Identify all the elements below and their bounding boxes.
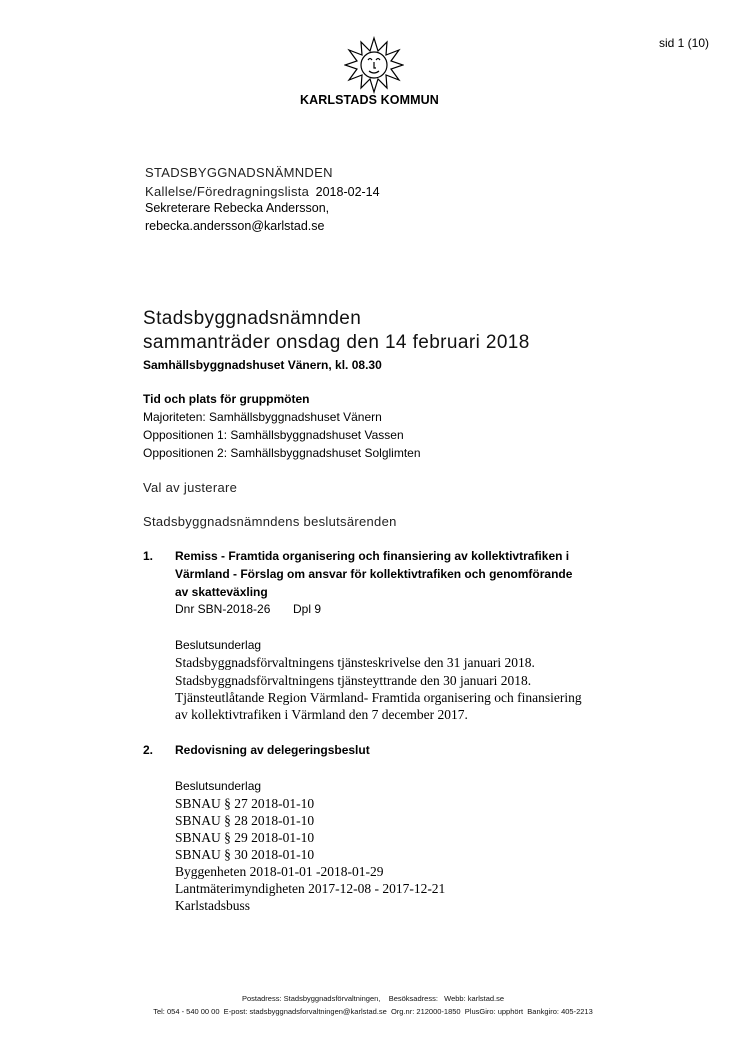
beslutsarenden-heading: Stadsbyggnadsnämndens beslutsärenden — [143, 514, 397, 529]
doc-date: 2018-02-14 — [315, 185, 380, 199]
underlag-item: Stadsbyggnadsförvaltningens tjänsteskrivelse den 31 januari 2018. — [175, 655, 535, 670]
underlag-label: Beslutsunderlag — [175, 779, 262, 793]
underlag-item: SBNAU § 27 2018-01-10 — [175, 796, 315, 811]
underlag-label: Beslutsunderlag — [175, 638, 262, 652]
logo-text: KARLSTADS KOMMUN — [300, 93, 439, 107]
doc-type: Kallelse/Föredragningslista — [145, 184, 310, 199]
underlag-item: SBNAU § 30 2018-01-10 — [175, 847, 315, 862]
underlag-item: Karlstadsbuss — [175, 898, 250, 913]
agenda-item-title: Remiss - Framtida organisering och finansiering av kollektivtrafiken i — [175, 549, 570, 563]
underlag-item: Stadsbyggnadsförvaltningens tjänsteyttrande den 30 januari 2018. — [175, 673, 532, 688]
underlag-item: Byggenheten 2018-01-01 -2018-01-29 — [175, 864, 384, 879]
agenda-item-title: Redovisning av delegeringsbeslut — [175, 743, 370, 757]
agenda-item-dnr: Dnr SBN-2018-26 — [175, 602, 271, 616]
agenda-item-number: 2. — [143, 743, 154, 757]
secretary-email[interactable]: rebecka.andersson@karlstad.se — [145, 219, 325, 233]
val-av-justerare: Val av justerare — [143, 480, 238, 495]
footer-address: Postadress: Stadsbyggnadsförvaltningen, Besöksadress: Webb: karlstad.se — [241, 994, 505, 1003]
group-meeting-item: Majoriteten: Samhällsbyggnadshuset Vänern — [143, 410, 382, 424]
doc-type-line — [145, 183, 380, 201]
underlag-item: av kollektivtrafiken i Värmland den 7 december 2017. — [175, 707, 468, 722]
group-meeting-item: Oppositionen 2: Samhällsbyggnadshuset Solglimten — [143, 446, 421, 460]
meeting-title-line2: sammanträder onsdag den 14 februari 2018 — [143, 332, 530, 353]
secretary: Sekreterare Rebecka Andersson, — [145, 201, 330, 215]
agenda-item-title: Värmland - Förslag om ansvar för kollektivtrafiken och genomförande — [175, 567, 573, 581]
group-meeting-item: Oppositionen 1: Samhällsbyggnadshuset Vassen — [143, 428, 404, 442]
agenda-item-title: av skatteväxling — [175, 585, 268, 599]
meeting-location: Samhällsbyggnadshuset Vänern, kl. 08.30 — [143, 358, 382, 372]
agenda-item-dpl: Dpl 9 — [293, 602, 322, 616]
underlag-item: SBNAU § 29 2018-01-10 — [175, 830, 315, 845]
sun-face-icon — [344, 36, 404, 94]
underlag-item: Tjänsteutlåtande Region Värmland- Framtida organisering och finansiering — [175, 690, 582, 705]
underlag-item: SBNAU § 28 2018-01-10 — [175, 813, 315, 828]
footer-contact: Tel: 054 - 540 00 00 E-post: stadsbyggnadsforvaltningen@karlstad.se Org.nr: 212000-1850 PlusGiro: upphört Bankgiro: 405-2213 — [153, 1007, 593, 1016]
meeting-title-line1: Stadsbyggnadsnämnden — [143, 308, 362, 329]
page-number: sid 1 (10) — [659, 36, 710, 50]
agenda-item-number: 1. — [143, 549, 154, 563]
committee-name: STADSBYGGNADSNÄMNDEN — [145, 165, 333, 180]
group-meetings-heading: Tid och plats för gruppmöten — [143, 392, 310, 406]
underlag-item: Lantmäterimyndigheten 2017-12-08 - 2017-12-21 — [175, 881, 446, 896]
